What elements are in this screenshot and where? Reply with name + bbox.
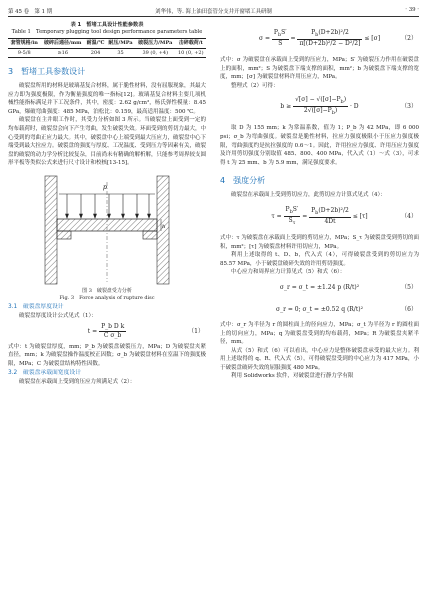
eq3-intro: 整理式（2）可得： [231, 82, 279, 89]
table-cell: 204 [90, 49, 101, 56]
left-column [8, 22, 206, 387]
table-cell: ≥16 [57, 49, 69, 56]
section-4-intro: 破裂盘在承载面上受到剪切应力，此剪切应力计算式见式（4）： [231, 192, 386, 199]
eq1-denominator: C σ_b [103, 331, 122, 339]
table-header-cell: 击碎载荷/t [178, 40, 203, 46]
equation-2: σ = $\frac{P_bS'}{S}$ = $\frac{P_b(D+2b)^2/2}{\text{π[(D+2b)²/2 − D²/2]}}$ ≤ [σ] （2） [220, 22, 419, 56]
table-header-row [8, 39, 206, 49]
table-body [8, 48, 206, 58]
figure-caption-cn: 图 3 破裂盘受力分析 [82, 287, 132, 294]
eq4-number: （4） [401, 212, 417, 220]
eq2-number: （2） [401, 35, 417, 42]
eq1-number: （1） [188, 327, 204, 335]
table-cell: 9-5/8 [17, 49, 31, 56]
eq1-lhs: t = [87, 327, 98, 335]
table-caption-cn: 表 1 暂堵工具设计性能参数表 [70, 22, 144, 28]
eq4-lhs: τ = [271, 212, 282, 220]
equation-3: b ≥ $\frac{√[\sigma] - √([\sigma]-P_b)}{2√([\sigma]-P_b)}$ · D （3） [220, 90, 419, 124]
header-issue: 第 45 卷 第 1 期 [8, 9, 53, 15]
rupture-disc-diagram [37, 172, 177, 288]
table-header-cell: 破碎后通径/mm [44, 40, 82, 46]
eq6-body: σ_r = 0; σ_t = ±0.52 q (R/t)² [276, 305, 363, 313]
section-3-1-explain: 式中：t 为破裂盘厚度，mm；P_b 为破裂盘破裂压力，MPa；D 为破裂盘夹紧直径，mm；k 为破裂盘操作温度校正因数；σ_b 为破裂盘材料在室温下的强度极限，MPa；C 为破裂盘结构特性因数。 [8, 343, 206, 367]
eq56-explain: 式中：σ_r 为半径为 r 的圆柱面上的径向应力，MPa；σ_t 为半径为 r 的圆柱面上的切向应力，MPa；q 为破裂盘受到的均布载荷，MPa；R 为破裂盘夹紧半径，mm。 [220, 321, 419, 346]
eq3-lhs: b ≥ [280, 103, 292, 111]
table-row [8, 48, 206, 58]
table-cell: 10 (0, +2) [177, 49, 204, 56]
equation-6 [220, 299, 419, 321]
section-3-title: 3 暂堵工具参数设计 [8, 67, 86, 76]
eq1-numerator: P_b D k [101, 322, 125, 330]
section-3-para-1: 破裂盘所用的材料是玻璃基复合材料，属于脆性材料，没有屈服现象，其最大应力即为强度极限，作为衡量强度的唯一指标[12]。玻璃基复合材料主要几项机械性能指标满足并下工况条件，其中，密度：2.62 g/cm³，杨氏弹性模量：8.45 GPa，爆破弯曲强度：485 MPa，泊松比：0.159，最高适用温度：500 ℃。 [8, 83, 207, 115]
left-wall [45, 176, 57, 284]
header-title: 刘华伟，等. 海上油田套管分支井开窗堵工具研制 [155, 9, 272, 15]
running-header [8, 5, 419, 17]
right-wall [157, 176, 169, 284]
section-3-para-2: 破裂盘在主井眼工作时，其受力分析如图 3 所示。当破裂盘上面受到一定的均布载荷时，破裂盘会向下产生弯曲，发生破裂失效。环面受到的剪切力最大，中心受到的弯曲正应力最大。其中，破裂盘中心上端受到最大压应力，破裂盘中心下端受到最大拉应力。破裂盘的强度与厚度、工况温度、受到压力等因素有关，破裂盘的破裂的动力学分析比较复杂，目前尚未有精确的解析解，只能参考周界较支圆形平板等类似公式来进行尺寸设计和校核[13-15]。 [8, 117, 207, 167]
equation-4: τ = $\frac{P_bS'}{S_\tau}$ = $\frac{P_b(D+2b)^2/2}{4Dt}$ ≤ [τ] （4） [220, 200, 419, 234]
equation-5 [220, 277, 419, 299]
table-header-cell: 套管规格/in [10, 40, 38, 46]
thickness-label: h [162, 223, 166, 230]
eq2-lhs: σ = [258, 35, 270, 42]
section-3-1-intro: 破裂盘厚度设计公式见式（1）： [19, 312, 97, 319]
figure-3-force-diagram [37, 172, 177, 288]
eq6-number: （6） [401, 305, 417, 313]
parameter-table [8, 38, 206, 58]
eq5-body: σ_r = σ_t = ±1.24 p (R/t)² [279, 283, 360, 291]
center-paragraph: 中心应力和周界应力计算见式（5）和式（6）： [231, 269, 346, 276]
eq4-explain: 式中：τ 为破裂盘在承载面上受到的剪切应力，MPa；S_τ 为破裂盘受到剪切的面积，mm²；[τ] 为破裂盘材料许用切应力，MPa。 [220, 234, 419, 250]
equation-1 [8, 321, 206, 343]
load-label: p [103, 183, 107, 191]
table-cell: 35 [117, 49, 124, 56]
eq2-explain: 式中：σ 为破裂盘在承载面上受到的压应力，MPa；S′ 为破裂压力作用在破裂盘上的面积，mm²；S 为破裂盘下端支撑的面积，mm²；b 为破裂盘下端支撑的宽度，mm；[σ] 为破裂盘材料许用压应力，MPa。 [220, 57, 419, 81]
table-header-cell: 耐温/℃ [86, 40, 105, 46]
eq3-number: （3） [401, 103, 417, 111]
table-caption-en: Table 1 Temporary plugging tool design performance parameters table [11, 29, 203, 35]
section-4-title: 4 强度分析 [220, 176, 266, 186]
eq5-number: （5） [401, 283, 417, 291]
section-3-2-title: 3.2 破裂盘承载面宽度设计 [8, 370, 81, 377]
right-support [143, 231, 157, 239]
section-3-1-title: 3.1 破裂盘厚度设计 [8, 303, 64, 310]
header-page-number: · 39 · [405, 7, 419, 13]
right-column [220, 22, 419, 381]
table-header-cell: 耐压/MPa [108, 40, 133, 46]
eq1-fraction [99, 323, 126, 340]
shear-paragraph: 利用上述取得的 t、D、b，代入式（4），可得破裂盘受到的剪切应力为 85.57 MPa，小于破裂盘破碎失效的许用剪切强度。 [220, 252, 419, 267]
section-3-2-intro: 破裂盘在承载面上受到的压应力须满足式（2）： [19, 379, 136, 386]
last-paragraph: 利用 Solidworks 软件，对破裂盘进行静力学有限 [231, 373, 354, 380]
figure-caption-en: Fig. 3 Force analysis of rupture disc [59, 294, 155, 301]
calc-paragraph: 取 D 为 155 mm；k 为常温系数，值为 1；P_b 为 42 MPa，即 6 000 psi；σ_b 为弯曲强度。破裂盘是脆性材料，拉应力强度极限小于压应力强度极限，弯曲强度约是抗拉强度的 0.6～1。因此，许用拉应力强度、许用压应力强度及许用剪切强度分别取值 485、800、400 MPa，代入式（1）～式（3），可求得 t 为 25 mm、b 为 5.9 mm，满足强度要求。 [220, 125, 419, 166]
table-header-cell: 破裂压力/MPa [138, 40, 173, 46]
result-paragraph: 从式（5）和式（6）可以看出，中心应力是整体破裂盘承受的最大应力。利用上述取得的 q、R、代入式（5），可得破裂盘受到的中心应力为 417 MPa，小于破裂盘破碎失效的屈服强度 480 MPa。 [220, 347, 419, 371]
table-cell: 39 (0, +4) [142, 49, 169, 56]
left-support [57, 231, 71, 239]
